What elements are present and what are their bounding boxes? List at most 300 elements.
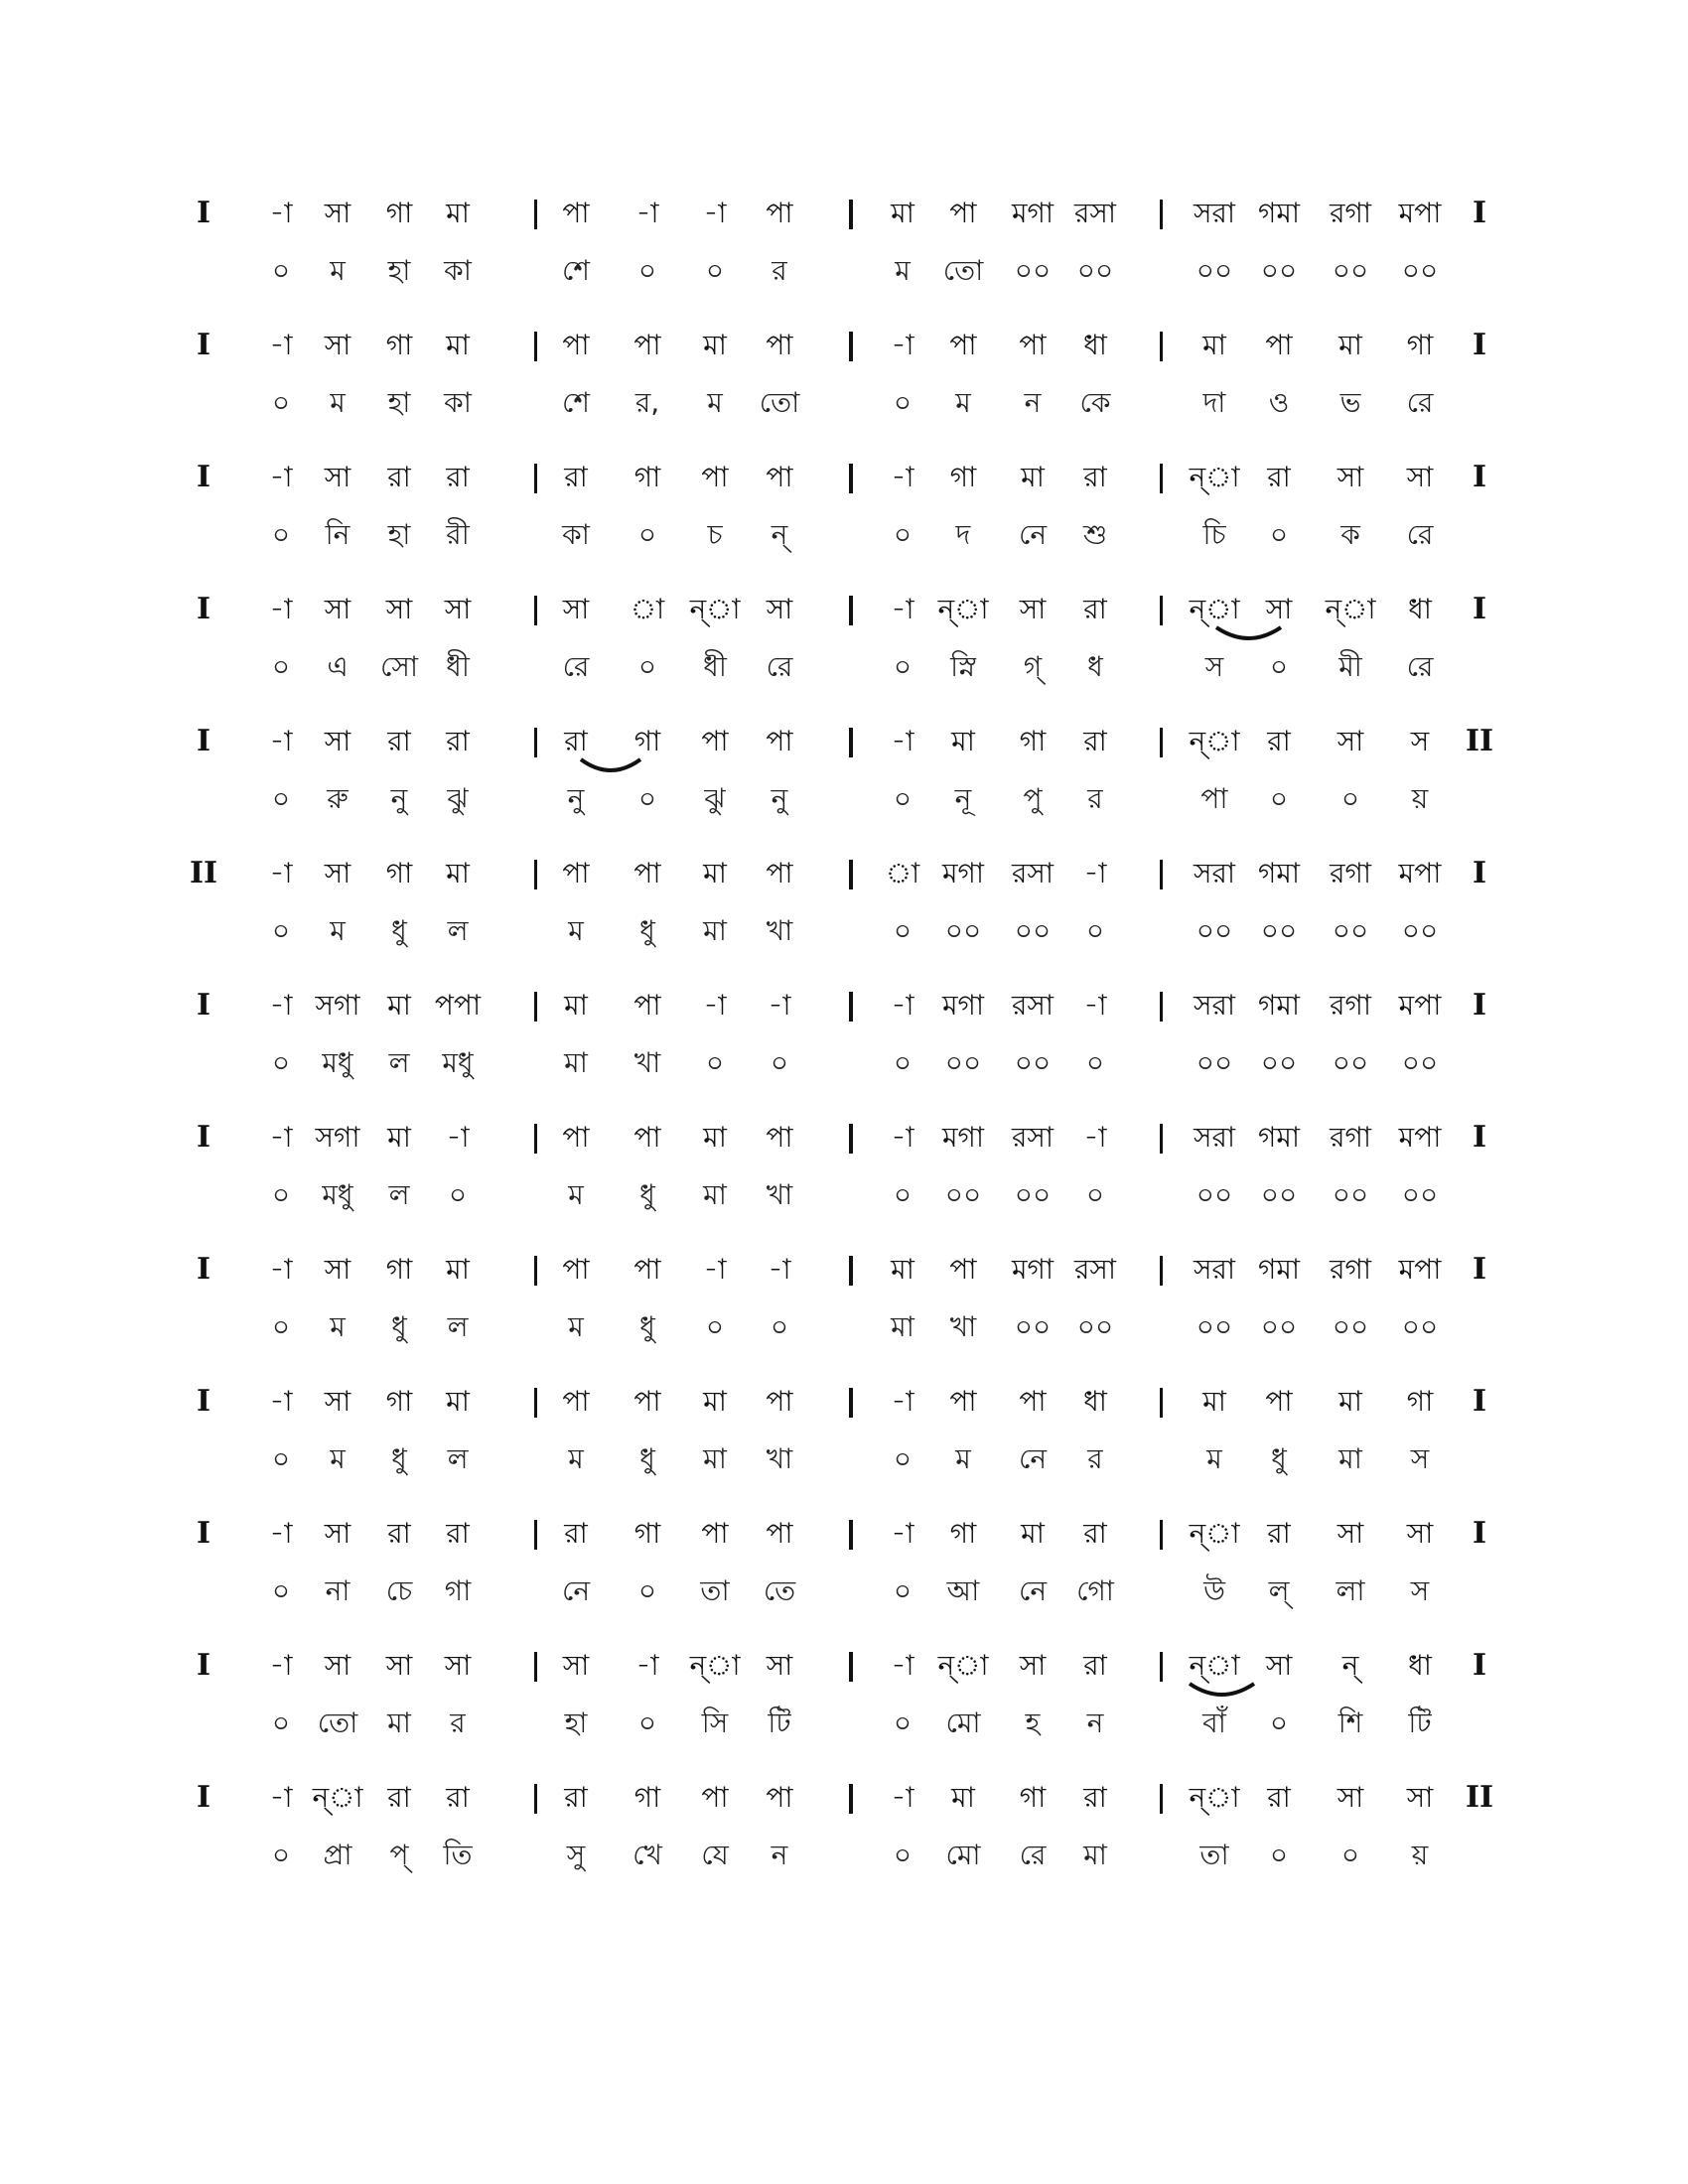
note: রসা bbox=[1011, 857, 1055, 889]
lyric-syllable: কা bbox=[444, 386, 472, 419]
lyric-syllable: মা bbox=[703, 1442, 727, 1475]
lyric-syllable: মা bbox=[1083, 1839, 1107, 1871]
lyric-syllable: সু bbox=[566, 1839, 586, 1871]
lyric-syllable: শে bbox=[562, 386, 590, 419]
section-mark-end: I bbox=[1472, 460, 1487, 494]
note: সরা bbox=[1193, 989, 1236, 1022]
note: -া bbox=[269, 1649, 293, 1682]
lyric-syllable: খা bbox=[633, 1046, 661, 1079]
note: সা bbox=[444, 593, 472, 625]
note: মপা bbox=[1398, 989, 1442, 1022]
note: -া bbox=[635, 1649, 659, 1682]
lyric-syllable: মা bbox=[564, 1046, 588, 1079]
lyric-syllable: ০ bbox=[271, 650, 291, 683]
note: ন্া bbox=[1325, 593, 1376, 625]
note: সা bbox=[324, 1253, 352, 1286]
note: গমা bbox=[1257, 1121, 1301, 1154]
lyric-syllable: ল bbox=[447, 1442, 469, 1475]
note: ন্া bbox=[1189, 725, 1240, 757]
lyric-syllable: গ্ bbox=[1023, 650, 1043, 683]
lyric-syllable: মো bbox=[945, 1706, 981, 1739]
note: মগা bbox=[1011, 1253, 1055, 1286]
bar-line bbox=[1160, 992, 1163, 1022]
lyric-syllable: চে bbox=[385, 1574, 413, 1607]
notes-line bbox=[0, 194, 1688, 253]
section-mark-start: I bbox=[196, 592, 211, 626]
note: পা bbox=[766, 461, 793, 493]
lyric-syllable: শি bbox=[1337, 1706, 1363, 1739]
note: -া bbox=[269, 1253, 293, 1286]
note: পা bbox=[766, 725, 793, 757]
note: গা bbox=[1019, 725, 1047, 757]
note: -া bbox=[635, 197, 659, 229]
lyric-syllable: ম bbox=[568, 1442, 584, 1475]
lyric-syllable: ম bbox=[1206, 1442, 1222, 1475]
bar-line bbox=[1160, 1520, 1163, 1550]
lyric-syllable: ম bbox=[568, 1310, 584, 1343]
lyrics-line bbox=[0, 911, 1688, 971]
lyric-syllable: ০ bbox=[271, 518, 291, 551]
bar-line bbox=[534, 464, 537, 493]
note: পা bbox=[562, 1253, 590, 1286]
notes-line bbox=[0, 590, 1688, 649]
section-mark-end: II bbox=[1465, 724, 1494, 758]
note: সা bbox=[385, 593, 413, 625]
lyric-syllable: ০০ bbox=[1076, 254, 1114, 287]
lyric-syllable: ০ bbox=[770, 1046, 789, 1079]
note: মা bbox=[703, 1385, 727, 1418]
note: মগা bbox=[941, 989, 985, 1022]
note: মা bbox=[446, 1253, 470, 1286]
lyric-syllable: ০ bbox=[271, 782, 291, 815]
lyric-syllable: ০ bbox=[637, 1706, 657, 1739]
note: রা bbox=[1083, 1517, 1107, 1550]
lyric-syllable: ম bbox=[330, 1442, 346, 1475]
note: মা bbox=[1021, 461, 1045, 493]
note: সা bbox=[562, 1649, 590, 1682]
lyric-syllable: ০ bbox=[1085, 914, 1105, 947]
lyric-syllable: ল bbox=[447, 1310, 469, 1343]
lyric-syllable: র bbox=[1087, 782, 1103, 815]
lyrics-line bbox=[0, 1307, 1688, 1367]
note: পা bbox=[633, 1385, 661, 1418]
note: -া bbox=[269, 725, 293, 757]
lyric-syllable: যে bbox=[701, 1839, 729, 1871]
bar-line bbox=[1160, 1652, 1163, 1682]
lyric-syllable: ০ bbox=[637, 782, 657, 815]
lyric-syllable: পু bbox=[1023, 782, 1043, 815]
note: -া bbox=[1083, 857, 1107, 889]
lyric-syllable: মা bbox=[1338, 1442, 1362, 1475]
lyric-syllable: হা bbox=[564, 1706, 588, 1739]
lyric-syllable: পা bbox=[1200, 782, 1228, 815]
lyric-syllable: দ bbox=[955, 518, 971, 551]
lyric-syllable: মা bbox=[703, 914, 727, 947]
note: মা bbox=[703, 329, 727, 361]
bar-line bbox=[534, 1520, 537, 1550]
slur-arc bbox=[1180, 1680, 1264, 1704]
lyric-syllable: র, bbox=[634, 386, 660, 419]
note: রা bbox=[1083, 593, 1107, 625]
lyric-syllable: মো bbox=[945, 1839, 981, 1871]
lyric-syllable: ০ bbox=[893, 1178, 913, 1211]
note: সরা bbox=[1193, 1253, 1236, 1286]
note: গা bbox=[633, 461, 661, 493]
lyric-syllable: রে bbox=[562, 650, 590, 683]
lyric-syllable: ০ bbox=[1269, 782, 1289, 815]
note: মা bbox=[1202, 1385, 1226, 1418]
note: রগা bbox=[1330, 989, 1371, 1022]
note: পা bbox=[633, 329, 661, 361]
lyrics-line bbox=[0, 647, 1688, 707]
lyric-syllable: প্রা bbox=[323, 1839, 352, 1871]
lyric-syllable: তো bbox=[317, 1706, 358, 1739]
lyric-syllable: ০০ bbox=[1401, 1046, 1439, 1079]
section-mark-end: I bbox=[1472, 1120, 1487, 1155]
lyric-syllable: স bbox=[1410, 1442, 1430, 1475]
note: রা bbox=[387, 725, 411, 757]
note: রা bbox=[564, 1781, 588, 1814]
note: গমা bbox=[1257, 1253, 1301, 1286]
lyric-syllable: ঝু bbox=[447, 782, 469, 815]
lyric-syllable: খা bbox=[766, 1178, 793, 1211]
note: -া bbox=[269, 1517, 293, 1550]
bar-line bbox=[534, 200, 537, 229]
notes-line bbox=[0, 722, 1688, 781]
lyric-syllable: ০ bbox=[1085, 1046, 1105, 1079]
note: রগা bbox=[1330, 857, 1371, 889]
note: পা bbox=[562, 1385, 590, 1418]
note: সরা bbox=[1193, 1121, 1236, 1154]
note: মপা bbox=[1398, 1253, 1442, 1286]
lyric-syllable: ০০ bbox=[1260, 914, 1298, 947]
note: পা bbox=[1265, 329, 1293, 361]
note: মা bbox=[703, 857, 727, 889]
note: মা bbox=[446, 1385, 470, 1418]
note: রা bbox=[446, 1517, 470, 1550]
note: মা bbox=[891, 197, 914, 229]
note: -া bbox=[891, 593, 914, 625]
section-mark-end: I bbox=[1472, 988, 1487, 1023]
note: সা bbox=[766, 593, 793, 625]
note: মা bbox=[951, 725, 975, 757]
note: পা bbox=[633, 1121, 661, 1154]
note: -া bbox=[891, 989, 914, 1022]
note: গা bbox=[385, 1253, 413, 1286]
notes-line bbox=[0, 1118, 1688, 1177]
note: ধা bbox=[1083, 1385, 1107, 1418]
lyric-syllable: ০০ bbox=[1260, 1046, 1298, 1079]
bar-line bbox=[1160, 200, 1163, 229]
section-mark-end: I bbox=[1472, 1516, 1487, 1551]
bar-line bbox=[1160, 332, 1163, 361]
note: রা bbox=[446, 461, 470, 493]
note: রা bbox=[1267, 725, 1291, 757]
note: সা bbox=[766, 1649, 793, 1682]
lyric-syllable: ০ bbox=[893, 1574, 913, 1607]
lyric-syllable: নু bbox=[390, 782, 408, 815]
note: -া bbox=[269, 197, 293, 229]
lyric-syllable: খা bbox=[949, 1310, 977, 1343]
section-mark-end: I bbox=[1472, 592, 1487, 626]
note: পা bbox=[562, 197, 590, 229]
note: পা bbox=[633, 989, 661, 1022]
section-divider bbox=[849, 1256, 853, 1286]
lyric-syllable: মধু bbox=[322, 1046, 353, 1079]
lyric-syllable: ম bbox=[955, 386, 971, 419]
section-mark-start: I bbox=[196, 1120, 211, 1155]
note: পা bbox=[1019, 1385, 1047, 1418]
note: ন্া bbox=[689, 1649, 741, 1682]
note: পা bbox=[562, 857, 590, 889]
note: -া bbox=[703, 197, 727, 229]
note: রা bbox=[446, 1781, 470, 1814]
lyric-syllable: সো bbox=[380, 650, 418, 683]
lyric-syllable: খে bbox=[633, 1839, 662, 1871]
note: রসা bbox=[1073, 1253, 1117, 1286]
note: -া bbox=[891, 725, 914, 757]
lyric-syllable: কে bbox=[1079, 386, 1111, 419]
note: মা bbox=[446, 857, 470, 889]
lyric-syllable: ল্ bbox=[1268, 1574, 1290, 1607]
lyric-syllable: তা bbox=[1199, 1839, 1229, 1871]
note: মপা bbox=[1398, 1121, 1442, 1154]
note: সা bbox=[562, 593, 590, 625]
lyric-syllable: ০ bbox=[1340, 782, 1360, 815]
lyric-syllable: ০ bbox=[705, 1310, 725, 1343]
note: মা bbox=[703, 1121, 727, 1154]
note: রসা bbox=[1073, 197, 1117, 229]
lyric-syllable: কা bbox=[444, 254, 472, 287]
lyric-syllable: নে bbox=[1018, 518, 1048, 551]
slur-arc bbox=[571, 755, 650, 779]
notes-line bbox=[0, 986, 1688, 1045]
lyric-syllable: ০০ bbox=[1401, 1310, 1439, 1343]
note: -া bbox=[1083, 1121, 1107, 1154]
lyric-syllable: টি bbox=[1408, 1706, 1432, 1739]
lyric-syllable: হা bbox=[387, 386, 411, 419]
lyric-syllable: ০ bbox=[705, 1046, 725, 1079]
note: মা bbox=[387, 1121, 411, 1154]
note: -া bbox=[269, 593, 293, 625]
lyric-syllable: ০০ bbox=[1196, 1046, 1233, 1079]
section-mark-end: I bbox=[1472, 1252, 1487, 1287]
section-divider bbox=[849, 332, 853, 361]
section-divider bbox=[849, 728, 853, 757]
lyric-syllable: ম bbox=[330, 386, 346, 419]
bar-line bbox=[534, 1784, 537, 1814]
lyrics-line bbox=[0, 251, 1688, 311]
lyric-syllable: ০ bbox=[271, 1442, 291, 1475]
lyric-syllable: ০ bbox=[705, 254, 725, 287]
note: ধা bbox=[1083, 329, 1107, 361]
lyric-syllable: কা bbox=[562, 518, 590, 551]
note: -া bbox=[703, 1253, 727, 1286]
lyric-syllable: ধু bbox=[1271, 1442, 1287, 1475]
note: রা bbox=[1083, 1781, 1107, 1814]
lyric-syllable: ০ bbox=[1269, 518, 1289, 551]
note: পা bbox=[949, 329, 977, 361]
lyric-syllable: ০০ bbox=[1401, 914, 1439, 947]
note: ন্া bbox=[1189, 1517, 1240, 1550]
note: সা bbox=[324, 197, 352, 229]
note: সা bbox=[324, 857, 352, 889]
lyric-syllable: মা bbox=[387, 1706, 411, 1739]
note: পা bbox=[701, 1517, 729, 1550]
lyric-syllable: ০০ bbox=[1332, 1046, 1369, 1079]
note: -া bbox=[891, 1517, 914, 1550]
note: রা bbox=[387, 461, 411, 493]
note: গা bbox=[385, 1385, 413, 1418]
lyric-syllable: ধী bbox=[703, 650, 727, 683]
lyric-syllable: রে bbox=[1019, 1839, 1047, 1871]
lyric-syllable: ০০ bbox=[944, 914, 982, 947]
lyric-syllable: ০০ bbox=[1260, 254, 1298, 287]
lyric-syllable: ধু bbox=[639, 1310, 655, 1343]
note: রসা bbox=[1011, 989, 1055, 1022]
lyric-syllable: য় bbox=[1411, 1839, 1429, 1871]
note: পা bbox=[1019, 329, 1047, 361]
lyric-syllable: ০ bbox=[637, 518, 657, 551]
note: রা bbox=[1083, 1649, 1107, 1682]
lyric-syllable: ন্ bbox=[771, 518, 788, 551]
lyric-syllable: ০ bbox=[893, 782, 913, 815]
lyric-syllable: ০ bbox=[893, 1706, 913, 1739]
note: -া bbox=[891, 329, 914, 361]
note: মগা bbox=[941, 1121, 985, 1154]
lyric-syllable: ০০ bbox=[1332, 1310, 1369, 1343]
bar-line bbox=[1160, 1256, 1163, 1286]
note: পা bbox=[701, 1781, 729, 1814]
lyric-syllable: ০ bbox=[271, 1046, 291, 1079]
note: রসা bbox=[1011, 1121, 1055, 1154]
note: স bbox=[1410, 725, 1430, 757]
note: -া bbox=[891, 461, 914, 493]
lyric-syllable: ০ bbox=[893, 1046, 913, 1079]
note: মা bbox=[1202, 329, 1226, 361]
lyric-syllable: মধু bbox=[322, 1178, 353, 1211]
note: -া bbox=[269, 1121, 293, 1154]
lyric-syllable: ঝু bbox=[704, 782, 726, 815]
section-mark-start: I bbox=[196, 1516, 211, 1551]
lyric-syllable: ০০ bbox=[1076, 1310, 1114, 1343]
section-mark-end: I bbox=[1472, 856, 1487, 890]
lyric-syllable: ০০ bbox=[1332, 1178, 1369, 1211]
note: মগা bbox=[1011, 197, 1055, 229]
lyric-syllable: ম bbox=[707, 386, 723, 419]
lyric-syllable: ০ bbox=[637, 650, 657, 683]
note: রগা bbox=[1330, 1121, 1371, 1154]
bar-line bbox=[1160, 860, 1163, 889]
note: রা bbox=[387, 1517, 411, 1550]
note: া bbox=[630, 593, 665, 625]
lyric-syllable: ০০ bbox=[1260, 1310, 1298, 1343]
note: সা bbox=[324, 725, 352, 757]
note: রা bbox=[387, 1781, 411, 1814]
section-mark-start: II bbox=[189, 856, 218, 890]
lyric-syllable: চি bbox=[1202, 518, 1226, 551]
note: পা bbox=[766, 197, 793, 229]
note: মা bbox=[446, 329, 470, 361]
lyric-syllable: ০০ bbox=[944, 1046, 982, 1079]
lyric-syllable: ০ bbox=[893, 914, 913, 947]
lyric-syllable: ধু bbox=[391, 914, 407, 947]
bar-line bbox=[534, 728, 537, 757]
lyric-syllable: ল bbox=[388, 1046, 410, 1079]
lyric-syllable: প্ bbox=[389, 1839, 409, 1871]
section-mark-end: II bbox=[1465, 1780, 1494, 1815]
lyrics-line bbox=[0, 1571, 1688, 1631]
note: সা bbox=[324, 329, 352, 361]
lyric-syllable: ০০ bbox=[1196, 914, 1233, 947]
lyric-syllable: আ bbox=[946, 1574, 980, 1607]
note: সা bbox=[385, 1649, 413, 1682]
note: সা bbox=[324, 1517, 352, 1550]
note: সা bbox=[1019, 593, 1047, 625]
note: -া bbox=[891, 1649, 914, 1682]
lyric-syllable: ০ bbox=[271, 254, 291, 287]
note: ন্া bbox=[312, 1781, 363, 1814]
lyric-syllable: ন bbox=[1024, 386, 1042, 419]
lyric-syllable: ০ bbox=[271, 1839, 291, 1871]
bar-line bbox=[1160, 596, 1163, 625]
lyric-syllable: নি bbox=[325, 518, 351, 551]
note: -া bbox=[446, 1121, 470, 1154]
lyric-syllable: রে bbox=[1406, 518, 1434, 551]
lyric-syllable: ০ bbox=[1269, 650, 1289, 683]
note: মা bbox=[1021, 1517, 1045, 1550]
note: গমা bbox=[1257, 197, 1301, 229]
lyric-syllable: ০ bbox=[893, 1839, 913, 1871]
lyric-syllable: মা bbox=[703, 1178, 727, 1211]
section-mark-end: I bbox=[1472, 1648, 1487, 1683]
note: সা bbox=[324, 1649, 352, 1682]
lyric-syllable: চ bbox=[707, 518, 723, 551]
lyric-syllable: রী bbox=[446, 518, 470, 551]
note: -া bbox=[269, 461, 293, 493]
note: -া bbox=[768, 1253, 791, 1286]
lyric-syllable: ০ bbox=[271, 1706, 291, 1739]
note: পা bbox=[766, 857, 793, 889]
lyric-syllable: এ bbox=[327, 650, 349, 683]
note: পা bbox=[949, 1253, 977, 1286]
note: সা bbox=[324, 1385, 352, 1418]
lyric-syllable: ০ bbox=[893, 518, 913, 551]
lyric-syllable: নে bbox=[1018, 1574, 1048, 1607]
note: ন্া bbox=[1189, 461, 1240, 493]
lyric-syllable: র bbox=[772, 254, 787, 287]
note: মা bbox=[564, 989, 588, 1022]
note: সা bbox=[1406, 1517, 1434, 1550]
lyrics-line bbox=[0, 1704, 1688, 1763]
lyric-syllable: না bbox=[325, 1574, 351, 1607]
note: -া bbox=[891, 1121, 914, 1154]
lyric-syllable: বাঁ bbox=[1202, 1706, 1226, 1739]
lyrics-line bbox=[0, 515, 1688, 575]
bar-line bbox=[1160, 1388, 1163, 1418]
notes-line bbox=[0, 1778, 1688, 1838]
note: ন্ bbox=[1341, 1649, 1359, 1682]
bar-line bbox=[534, 1124, 537, 1154]
note: মা bbox=[891, 1253, 914, 1286]
section-mark-end: I bbox=[1472, 196, 1487, 230]
lyric-syllable: ধু bbox=[639, 1442, 655, 1475]
note: ন্া bbox=[937, 1649, 989, 1682]
note: ধা bbox=[1408, 593, 1432, 625]
lyric-syllable: লা bbox=[1336, 1574, 1365, 1607]
note: া bbox=[885, 857, 920, 889]
note: ন্া bbox=[1189, 593, 1240, 625]
